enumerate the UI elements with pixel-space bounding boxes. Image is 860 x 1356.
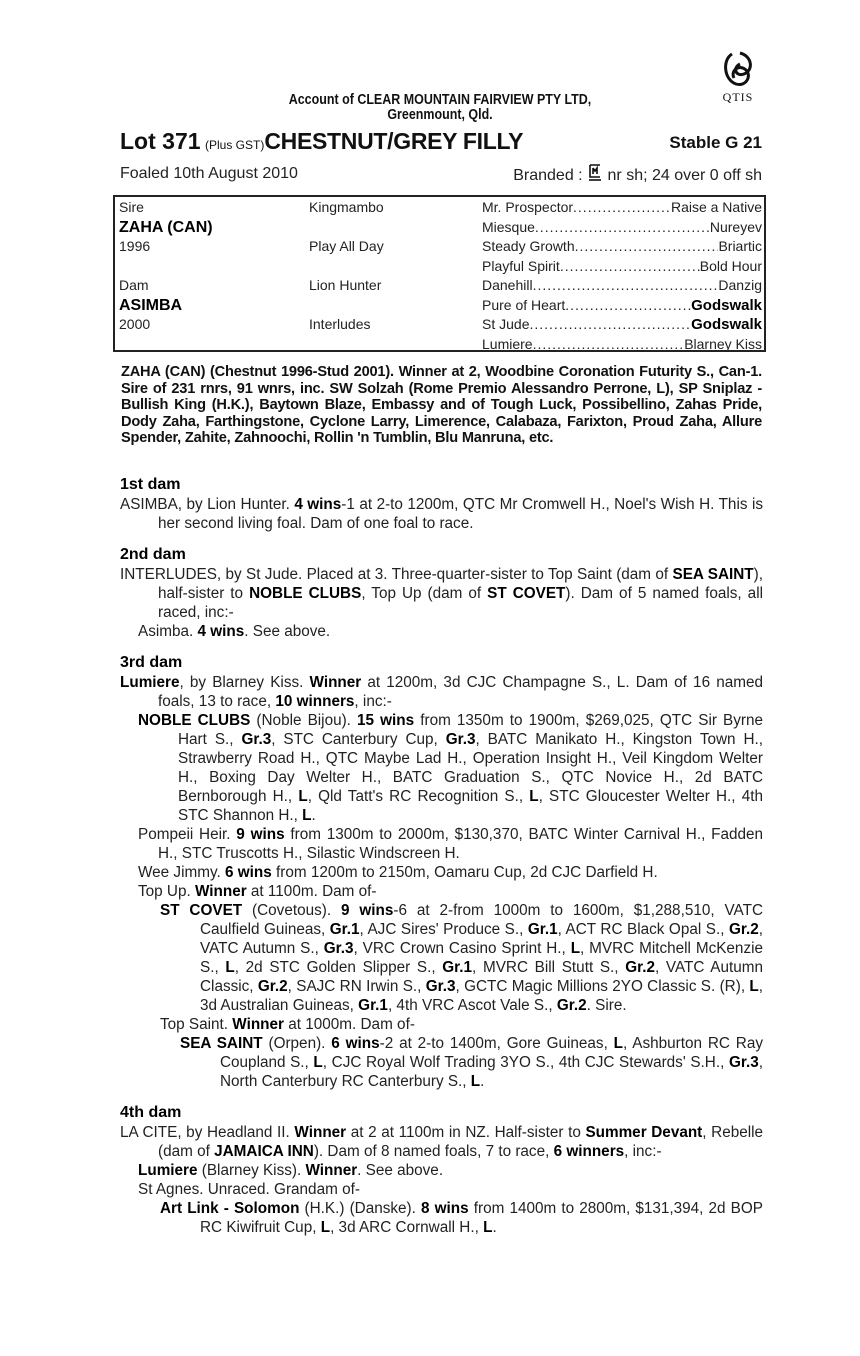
dam-section [120, 653, 763, 1091]
text: , STC Gloucester Welter H., 4th STC Shannon H., [178, 788, 763, 824]
bold-text: SEA SAINT [672, 566, 754, 583]
text: ), half-sister to [158, 566, 764, 602]
pedigree-table [113, 195, 766, 352]
dot-leader [565, 296, 691, 315]
text: , CJC Royal Wolf Trading 3YO S., 4th CJC Stewards' S.H., [322, 1054, 729, 1071]
text: at 2 at 1100m in NZ. Half-sister to [346, 1124, 586, 1141]
text: Pompeii Heir. [138, 826, 237, 843]
pedigree-gen3-row [482, 335, 762, 354]
bold-text: Gr.3 [425, 978, 456, 995]
dam-name: ASIMBA [119, 297, 183, 314]
pedigree-gen3-row [482, 218, 762, 237]
text: , 2d STC Golden Slipper S., [234, 959, 443, 976]
section-heading: 3rd dam [120, 654, 183, 671]
bold-text: SEA SAINT [180, 1035, 263, 1052]
foaled-date: Foaled 10th August 2010 [120, 165, 298, 182]
dam-section [120, 475, 763, 533]
text: , STC Canterbury Cup, [271, 731, 446, 748]
text: . [492, 1219, 497, 1236]
bold-text: 4 wins [294, 496, 342, 513]
bold-text: Gr.1 [358, 997, 388, 1014]
text: . [480, 1073, 485, 1090]
text: from 1300m to 2000m, $130,370, BATC Winter Carnival H., Fadden H., STC Truscotts H., Silastic Windscreen H. [158, 826, 764, 862]
text: at 1000m. Dam of- [283, 1016, 415, 1033]
bold-text: L [570, 940, 581, 957]
text: from 1200m to 2150m, Oamaru Cup, 2d CJC Darfield H. [271, 864, 658, 881]
bold-text: Winner [232, 1016, 284, 1033]
bold-text: Gr.2 [625, 959, 655, 976]
sire-summary: ZAHA (CAN) (Chestnut 1996-Stud 2001). Winner at 2, Woodbine Coronation Futurity S., Can-1. Sire of 231 rnrs, 91 wnrs, inc. SW Solzah (Rome Premio Alessandro Perrone, L), SP Sniplaz - Bullish King (H.K.), Baytown Blaze, Embassy and of Tough Luck, Possibellino, Zahas Pride, Dody Zaha, Farthingstone, Cyclone Larry, Limerence, Calabaza, Farixton, Proud Zaha, Allure Spender, Zahite, Zahnoochi, Rollin 'n Tumblin, Blu Manruna, etc. [121, 364, 762, 447]
bold-text: L [320, 1219, 331, 1236]
horse-description: CHESTNUT/GREY FILLY [264, 128, 524, 154]
gen3-sire: Godswalk [691, 316, 762, 333]
text: , GCTC Magic Millions 2YO Classic S. (R), [455, 978, 750, 995]
text: (Covetous). [242, 902, 341, 919]
text: . See above. [244, 623, 331, 640]
text: from 1350m to 1900m, $269,025, QTC Sir Byrne Hart S., [178, 712, 764, 748]
dam-section [120, 1103, 763, 1237]
gen3-horse: Miesque [482, 218, 535, 235]
bold-text: Gr.1 [527, 921, 558, 938]
progeny-entry [120, 1199, 763, 1237]
text: , ACT RC Black Opal S., [557, 921, 729, 938]
bold-text: NOBLE CLUBS [249, 585, 362, 602]
text: . See above. [357, 1162, 444, 1179]
text: -1 at 2-to 1200m, QTC Mr Cromwell H., Noel's Wish H. This is her second living foal. Dam of one foal to race. [158, 496, 763, 532]
text: Asimba. [138, 623, 198, 640]
dam-section [120, 545, 763, 641]
text: Wee Jimmy. [138, 864, 225, 881]
dam-label: Dam [119, 277, 149, 293]
text: . Sire. [586, 997, 627, 1014]
qtis-emblem-icon [718, 50, 758, 88]
bold-text: Gr.3 [445, 731, 476, 748]
bold-text: Gr.3 [323, 940, 354, 957]
sire-name: ZAHA (CAN) [119, 219, 213, 236]
logo-text: QTIS [722, 90, 754, 104]
text: ). Dam of 5 named foals, all raced, inc:- [158, 585, 763, 621]
bold-text: Gr.1 [442, 959, 473, 976]
sire-label: Sire [119, 199, 144, 215]
bold-text: Winner [309, 674, 362, 691]
dot-leader [573, 198, 671, 217]
stable-number: Stable G 21 [669, 133, 762, 152]
sire-dam: Play All Day [309, 238, 384, 254]
progeny-entry [120, 711, 763, 825]
female-family [120, 475, 763, 1249]
bold-text: NOBLE CLUBS [138, 712, 251, 729]
progeny-entry [120, 1180, 763, 1199]
sire-sire: Kingmambo [309, 199, 384, 215]
account-line-2: Greenmount, Qld. [387, 107, 493, 123]
bold-text: 6 winners [553, 1143, 625, 1160]
bold-text: 9 wins [340, 902, 394, 919]
bold-text: Lumiere [120, 674, 180, 691]
branded-info [513, 163, 762, 185]
text: , 4th VRC Ascot Vale S., [387, 997, 557, 1014]
dot-leader [535, 218, 710, 237]
text: (Noble Bijou). [250, 712, 358, 729]
text: LA CITE, by Headland II. [120, 1124, 295, 1141]
bold-text: Gr.3 [728, 1054, 759, 1071]
bold-text: Winner [194, 883, 247, 900]
text: , MVRC Mitchell McKenzie S., [200, 940, 763, 976]
bold-text: L [313, 1054, 323, 1071]
text: (Blarney Kiss). [197, 1162, 306, 1179]
text: , Qld Tatt's RC Recognition S., [307, 788, 530, 805]
progeny-entry [120, 495, 763, 533]
bold-text: Art Link - Solomon [160, 1200, 300, 1217]
pedigree-gen3-row [482, 315, 762, 334]
bold-text: Gr.2 [728, 921, 759, 938]
text: INTERLUDES, by St Jude. Placed at 3. Three-quarter-sister to Top Saint (dam of [120, 566, 673, 583]
gen3-horse: Pure of Heart [482, 296, 566, 313]
dot-leader [529, 315, 691, 334]
bold-text: L [529, 788, 539, 805]
text: Top Saint. [160, 1016, 233, 1033]
sire-year: 1996 [119, 238, 151, 254]
text: at 1200m, 3d CJC Champagne S., L. Dam of 16 named foals, 13 to race, [158, 674, 763, 710]
bold-text: Gr.2 [556, 997, 587, 1014]
lot-number: Lot 371 [120, 128, 201, 154]
text: , VATC Autumn Classic, [200, 959, 763, 995]
dam-sire: Lion Hunter [309, 277, 382, 293]
bold-text: L [470, 1073, 481, 1090]
pedigree-gen3-row [482, 296, 762, 315]
bold-text: Winner [305, 1162, 358, 1179]
branded-label: Branded : [513, 167, 583, 184]
text: , MVRC Bill Stutt S., [472, 959, 626, 976]
dot-leader [560, 257, 700, 276]
dot-leader [533, 335, 685, 354]
text: (Orpen). [262, 1035, 332, 1052]
bold-text: ST COVET [487, 585, 566, 602]
progeny-entry [120, 622, 763, 641]
gen3-horse: St Jude [482, 316, 530, 332]
text: , VATC Autumn S., [200, 921, 763, 957]
bold-text: L [298, 788, 308, 805]
text: , inc:- [354, 693, 392, 710]
text: -6 at 2-from 1000m to 1600m, $1,288,510, VATC Caulfield Guineas, [200, 902, 763, 938]
progeny-entry [120, 673, 763, 711]
text: -2 at 2-to 1400m, Gore Guineas, [379, 1035, 614, 1052]
brand-mark-icon [587, 163, 603, 183]
bold-text: Lumiere [138, 1162, 198, 1179]
pedigree-gen3-row [482, 198, 762, 217]
progeny-entry [120, 825, 763, 863]
bold-text: 4 wins [197, 623, 245, 640]
text: , by Blarney Kiss. [179, 674, 310, 691]
section-heading: 1st dam [120, 476, 181, 493]
bold-text: L [225, 959, 235, 976]
branded-detail: nr sh; 24 over 0 off sh [607, 167, 762, 184]
text: . [311, 807, 316, 824]
bold-text: L [749, 978, 759, 995]
text: , Top Up (dam of [361, 585, 488, 602]
text: , VRC Crown Casino Sprint H., [353, 940, 571, 957]
text: at 1100m. Dam of- [246, 883, 377, 900]
gen3-sire: Raise a Native [670, 199, 762, 215]
section-heading: 4th dam [120, 1104, 182, 1121]
bold-text: Gr.1 [329, 921, 360, 938]
bold-text: Gr.2 [257, 978, 288, 995]
text: from 1400m to 2800m, $131,394, 2d BOP RC Kiwifruit Cup, [200, 1200, 763, 1236]
text: (H.K.) (Danske). [299, 1200, 422, 1217]
gen3-sire: Danzig [718, 277, 762, 293]
text: , 3d Australian Guineas, [200, 978, 764, 1014]
progeny-entry [120, 1015, 763, 1034]
vendor-account [234, 93, 647, 123]
text: , SAJC RN Irwin S., [287, 978, 426, 995]
account-line-1: Account of CLEAR MOUNTAIN FAIRVIEW PTY LTD, [288, 92, 592, 108]
qtis-logo [712, 50, 764, 105]
progeny-entry [120, 1123, 763, 1161]
progeny-entry [120, 901, 763, 1015]
progeny-entry [120, 565, 763, 622]
gen3-sire: Blarney Kiss [684, 335, 762, 352]
text: , North Canterbury RC Canterbury S., [220, 1054, 763, 1090]
pedigree-gen3-row [482, 237, 762, 256]
text: , 3d ARC Cornwall H., [330, 1219, 484, 1236]
progeny-entry [120, 863, 763, 882]
text: St Agnes. Unraced. Grandam of- [138, 1181, 360, 1198]
gen3-horse: Danehill [482, 277, 533, 293]
pedigree-gen3-row [482, 257, 762, 276]
bold-text: JAMAICA INN [214, 1143, 314, 1160]
gst-note: (Plus GST) [204, 138, 265, 152]
text: , AJC Sires' Produce S., [359, 921, 528, 938]
progeny-entry [120, 882, 763, 901]
gen3-horse: Steady Growth [482, 238, 575, 254]
text: , Rebelle (dam of [158, 1124, 764, 1160]
text: , Ashburton RC Ray Coupland S., [220, 1035, 763, 1071]
gen3-sire: Godswalk [691, 296, 762, 314]
gen3-horse: Mr. Prospector [482, 199, 574, 215]
dot-leader [575, 237, 719, 256]
progeny-entry [120, 1034, 763, 1091]
bold-text: L [613, 1035, 624, 1052]
progeny-entry [120, 1161, 763, 1180]
gen3-horse: Playful Spirit [482, 257, 560, 274]
text: ). Dam of 8 named foals, 7 to race, [313, 1143, 554, 1160]
text: , BATC Manikato H., Kingston Town H., Strawberry Road H., QTC Maybe Lad H., Operation Insight H., Veil Kingdom Welter H., Boxing Day Welter H., BATC Graduation S., QTC Novice H., 2d BATC Bernborough H., [178, 731, 763, 805]
bold-text: 10 winners [275, 693, 355, 710]
lot-line [120, 128, 762, 155]
dam-dam: Interludes [309, 316, 371, 332]
bold-text: 6 wins [331, 1035, 380, 1052]
gen3-horse: Lumiere [482, 335, 533, 352]
text: ASIMBA, by Lion Hunter. [120, 496, 295, 513]
gen3-sire: Briartic [718, 238, 762, 254]
bold-text: 6 wins [224, 864, 272, 881]
bold-text: 9 wins [236, 826, 285, 843]
bold-text: L [483, 1219, 493, 1236]
text: , inc:- [624, 1143, 662, 1160]
bold-text: L [302, 807, 312, 824]
text: Top Up. [138, 883, 195, 900]
bold-text: ST COVET [160, 902, 243, 919]
bold-text: Winner [294, 1124, 347, 1141]
bold-text: 15 wins [357, 712, 415, 729]
bold-text: Summer Devant [585, 1124, 703, 1141]
gen3-sire: Nureyev [709, 218, 762, 235]
dot-leader [533, 276, 719, 295]
dam-year: 2000 [119, 316, 151, 332]
section-heading: 2nd dam [120, 546, 186, 563]
gen3-sire: Bold Hour [699, 257, 762, 274]
bold-text: Gr.3 [241, 731, 272, 748]
pedigree-gen3-row [482, 276, 762, 295]
bold-text: 8 wins [421, 1200, 469, 1217]
